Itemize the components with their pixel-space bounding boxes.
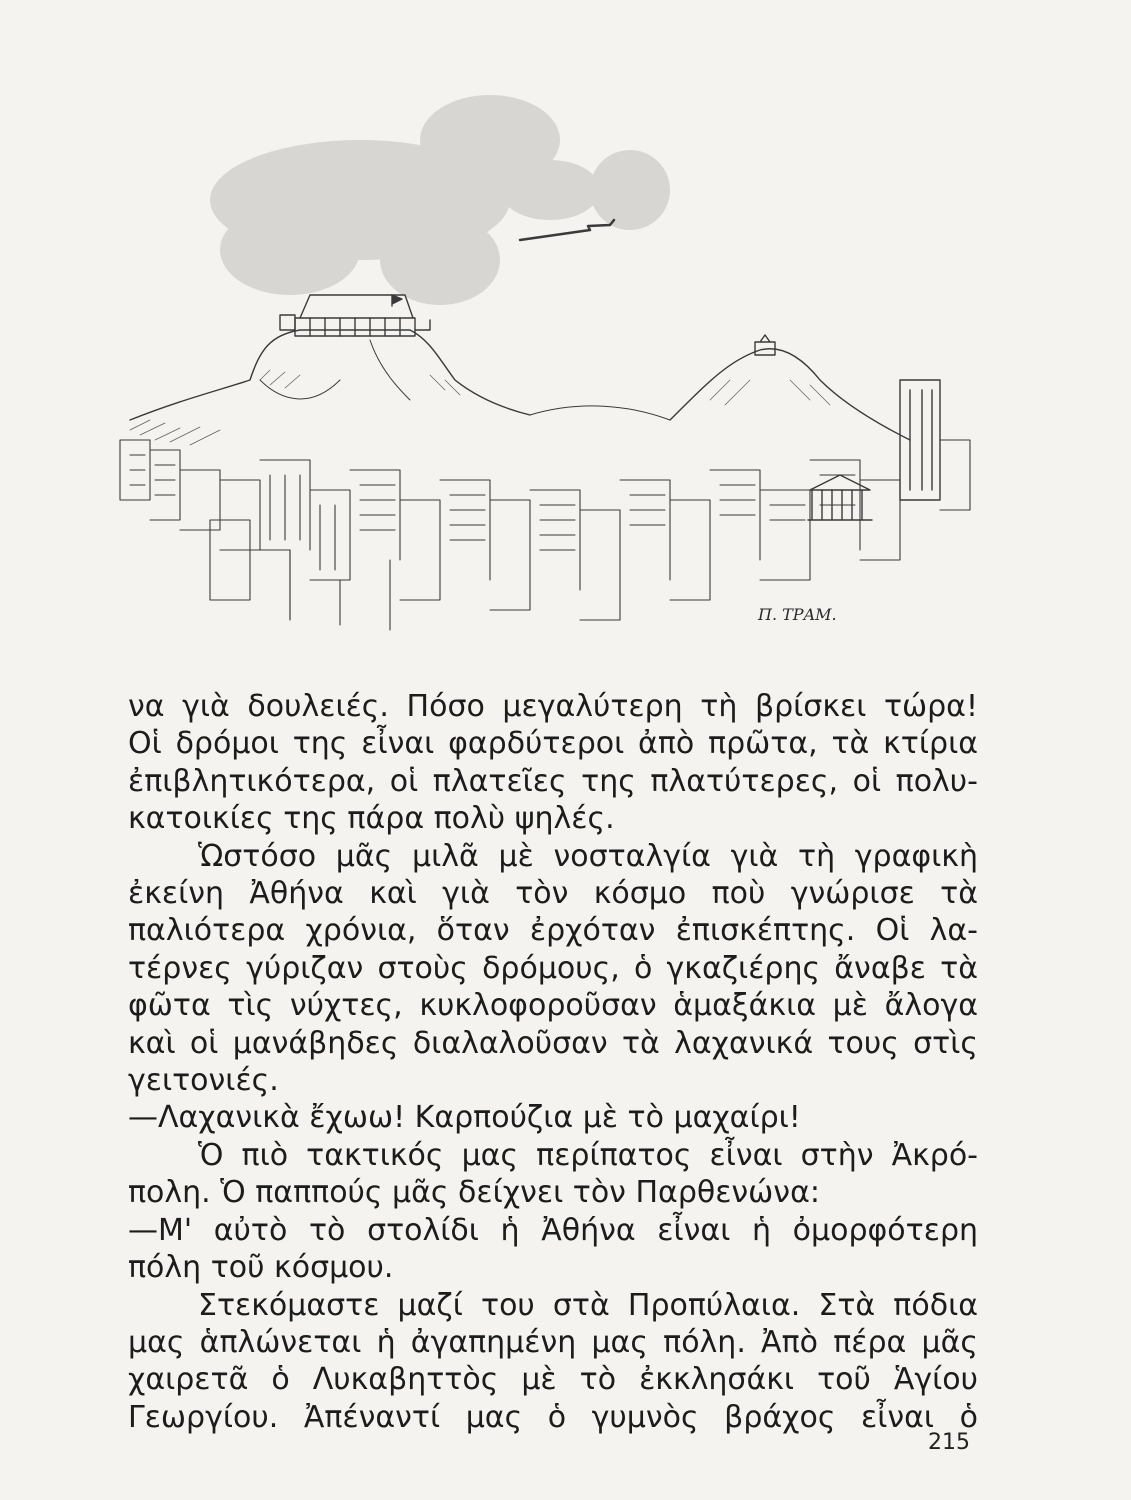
text-line: πολη. Ὁ παππούς μᾶς δείχνει τὸν Παρθενώνα: <box>128 1175 820 1211</box>
artist-signature: Π. ΤΡΑΜ. <box>758 605 837 624</box>
text-line: παλιότερα χρόνια, ὅταν ἐρχόταν ἐπισκέπτης. Οἱ λα- <box>128 913 978 949</box>
text-line: χαιρετᾶ ὁ Λυκαβηττὸς μὲ τὸ ἐκκλησάκι τοῦ Ἁγίου <box>128 1362 978 1398</box>
city-blocks <box>120 440 970 630</box>
text-line: Στεκόμαστε μαζί του στὰ Προπύλαια. Στὰ πόδια <box>198 1287 978 1323</box>
page-number: 215 <box>928 1430 970 1455</box>
text-line: γειτονιές. <box>128 1063 279 1099</box>
cloud-wash <box>210 95 670 305</box>
text-line: να γιὰ δουλειές. Πόσο μεγαλύτερη τὴ βρίσκει τώρα! <box>128 689 978 724</box>
airplane <box>520 220 614 240</box>
text-line: —Λαχανικὰ ἔχωω! Καρπούζια μὲ τὸ μαχαίρι! <box>128 1100 801 1136</box>
text-line: ἐκείνη Ἀθήνα καὶ γιὰ τὸν κόσμο ποὺ γνώρισε τὰ <box>128 876 978 912</box>
text-line: τέρνες γύριζαν στοὺς δρόμους, ὁ γκαζιέρης ἄναβε τὰ <box>128 950 978 986</box>
text-line: πόλη τοῦ κόσμου. <box>128 1250 394 1286</box>
text-line: Ὁ πιὸ τακτικός μας περίπατος εἶναι στὴν Ἀκρό- <box>198 1137 978 1173</box>
text-line: κατοικίες της πάρα πολὺ ψηλές. <box>128 801 615 837</box>
athens-skyline-illustration <box>110 80 990 640</box>
text-line: Οἱ δρόμοι της εἶναι φαρδύτεροι ἀπὸ πρῶτα, τὰ κτίρια <box>128 726 978 762</box>
acropolis-rock <box>130 330 530 420</box>
text-line: Γεωργίου. Ἀπέναντί μας ὁ γυμνὸς βράχος εἶναι ὁ <box>128 1399 978 1435</box>
text-line: —Μ' αὐτὸ τὸ στολίδι ἡ Ἀθήνα εἶναι ἡ ὀμορφότερη <box>128 1212 978 1248</box>
flag <box>392 295 402 306</box>
lycabettus-hill <box>670 349 910 440</box>
text-line: ἐπιβλητικότερα, οἱ πλατεῖες της πλατύτερες, οἱ πολυ- <box>128 763 978 799</box>
tower-block <box>900 380 940 500</box>
text-line: καὶ οἱ μανάβηδες διαλαλοῦσαν τὰ λαχανικά τους στὶς <box>128 1025 978 1061</box>
body-text <box>128 688 978 1436</box>
text-line: Ὡστόσο μᾶς μιλᾶ μὲ νοσταλγία γιὰ τὴ γραφικὴ <box>198 838 978 874</box>
temple <box>808 475 872 520</box>
text-line: φῶτα τὶς νύχτες, κυκλοφοροῦσαν ἁμαξάκια μὲ ἄλογα <box>128 988 978 1024</box>
text-line: μας ἁπλώνεται ἡ ἀγαπημένη μας πόλη. Ἀπὸ πέρα μᾶς <box>128 1324 978 1360</box>
